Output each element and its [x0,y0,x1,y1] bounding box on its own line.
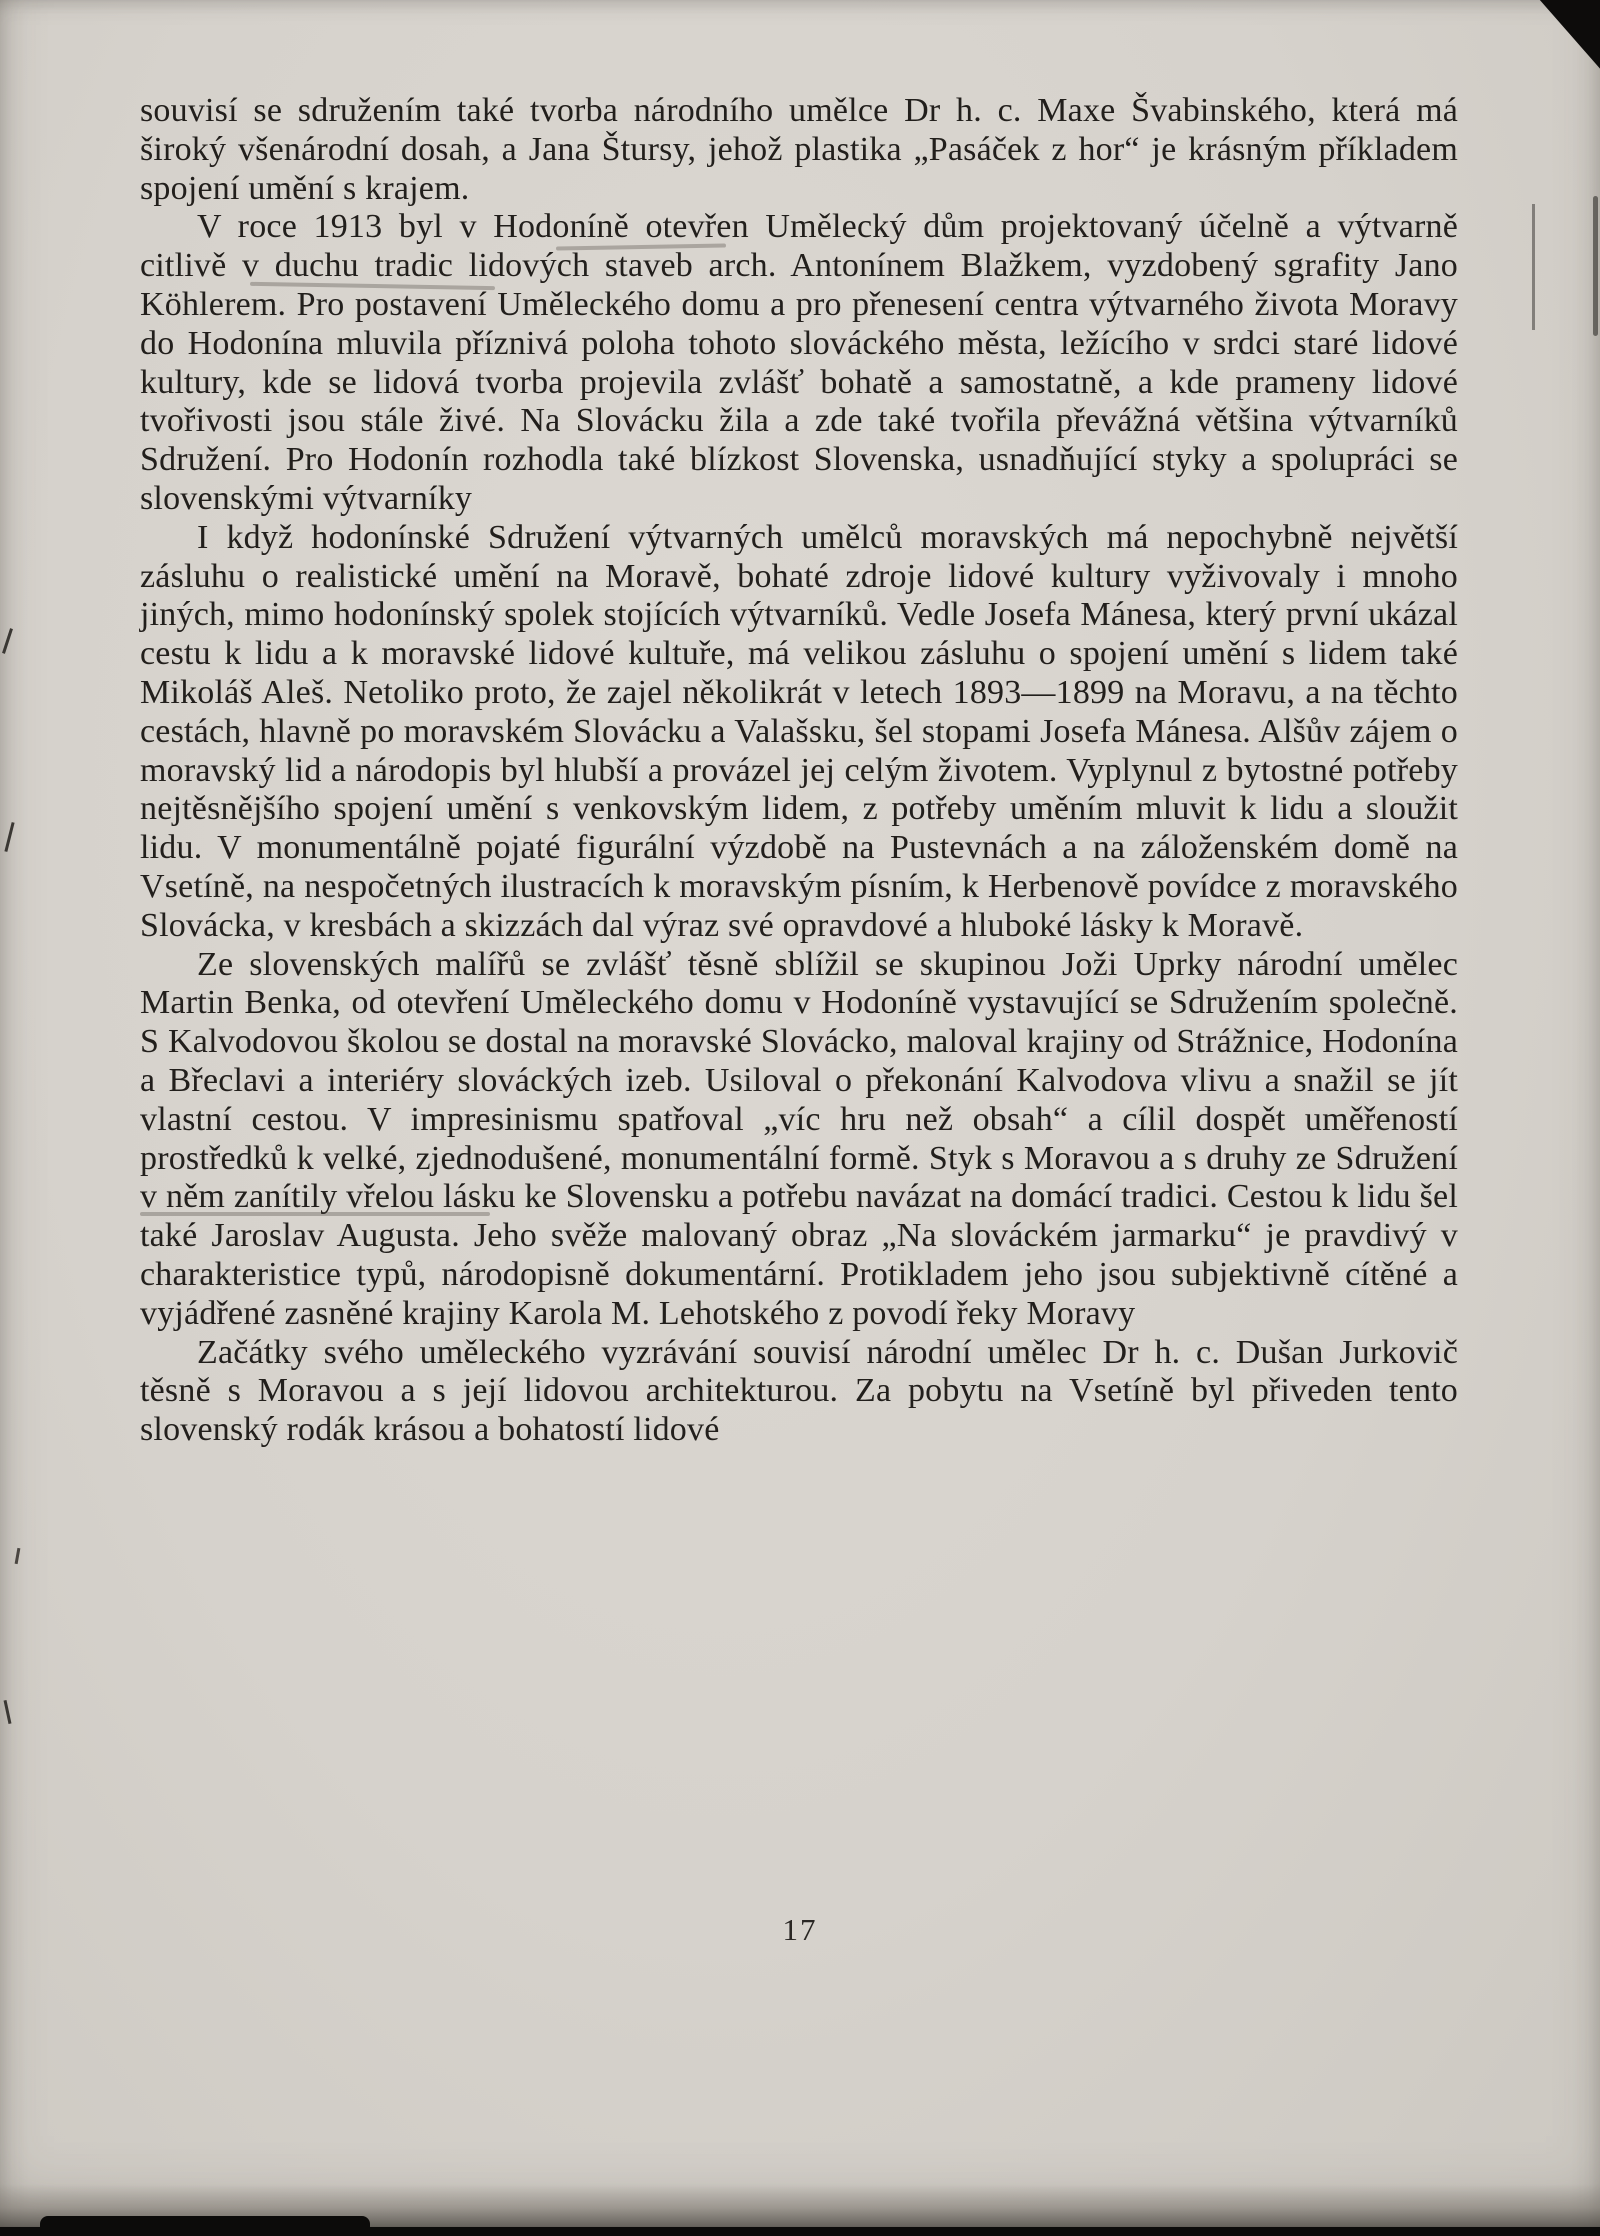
scan-artifact-crease [1532,204,1535,330]
scan-artifact-margin-mark [15,1548,21,1564]
scan-artifact-margin-mark [2,628,13,654]
pencil-underline [140,1212,490,1216]
scan-artifact-bottom-blob [40,2216,370,2232]
scan-artifact-right-edge [1593,196,1598,336]
paragraph-continuation: souvisí se sdružením také tvorba národního umělce Dr h. c. Maxe Švabinského, která má široký všenárodní dosah, a Jana Štursy, jehož plastika „Pasáček z hor“ je krásným příkladem spojení umění s krajem. [140,92,1458,207]
scan-artifact-margin-mark [4,1700,12,1724]
scan-artifact-margin-mark [4,822,14,852]
paragraph-5: Začátky svého uměleckého vyzrávání souvisí národní umělec Dr h. c. Dušan Jurkovič těsně s Moravou a s její lidovou architekturou. Za pobytu na Vsetíně byl přiveden tento slovenský rodák krásou a bohatostí lidové [140,1333,1458,1449]
paragraph-2: V roce 1913 byl v Hodoníně otevřen Umělecký dům projektovaný účelně a výtvarně citlivě v duchu tradic lidových staveb arch. Antonínem Blažkem, vyzdobený sgrafity Jano Köhlerem. Pro postavení Uměleckého domu a pro přenesení centra výtvarného života Moravy do Hodonína mluvila příznivá poloha tohoto slováckého města, ležícího v srdci staré lidové kultury, kde se lidová tvorba projevila zvlášť bohatě a samostatně, a kde prameny lidové tvořivosti jsou stále živé. Na Slovácku žila a zde také tvořila převážná většina výtvarníků Sdružení. Pro Hodonín rozhodla také blízkost Slovenska, usnadňující styky a spolupráci se slovenskými výtvarníky [140,208,1458,517]
page-number: 17 [782,1912,818,1947]
paragraph-3: I když hodonínské Sdružení výtvarných umělců moravských má nepochybně největší zásluhu o realistické umění na Moravě, bohaté zdroje lidové kultury vyživovaly i mnoho jiných, mimo hodonínský spolek stojících výtvarníků. Vedle Josefa Mánesa, který první ukázal cestu k lidu a k moravské lidové kultuře, má velikou zásluhu o spojení umění s lidem také Mikoláš Aleš. Netoliko proto, že zajel několikrát v letech 1893—1899 na Moravu, a na těchto cestách, hlavně po moravském Slovácku a Valašsku, šel stopami Josefa Mánesa. Alšův zájem o moravský lid a národopis byl hlubší a provázel jej celým životem. Vyplynul z bytostné potřeby nejtěsnějšího spojení umění s venkovským lidem, z potřeby uměním mluvit k lidu a sloužit lidu. V monumentálně pojaté figurální výzdobě na Pustevnách a na záloženském domě na Vsetíně, na nespočetných ilustracích k moravským písním, k Herbenově povídce z moravského Slovácka, v kresbách a skizzách dal výraz své opravdové a hluboké lásky k Moravě. [140,518,1458,944]
text-block [140,92,1458,1450]
paragraph-4: Ze slovenských malířů se zvlášť těsně sblížil se skupinou Joži Uprky národní umělec Martin Benka, od otevření Uměleckého domu v Hodoníně vystavující se Sdružením společně. S Kalvodovou školou se dostal na moravské Slovácko, maloval krajiny od Strážnice, Hodonína a Břeclavi a interiéry slováckých izeb. Usiloval o překonání Kalvodova vlivu a snažil se jít vlastní cestou. V impresinismu spatřoval „víc hru než obsah“ a cílil dospět uměřeností prostředků k velké, zjednodušené, monumentální formě. Styk s Moravou a s druhy ze Sdružení v něm zanítily vřelou lásku ke Slovensku a potřebu navázat na domácí tradici. Cestou k lidu šel také Jaroslav Augusta. Jeho svěže malovaný obraz „Na slováckém jarmarku“ je pravdivý v charakteristice typů, národopisně dokumentární. Protikladem jeho jsou subjektivně cítěné a vyjádřené zasněné krajiny Karola M. Lehotského z povodí řeky Moravy [140,945,1458,1332]
scan-artifact-corner [1536,0,1600,78]
